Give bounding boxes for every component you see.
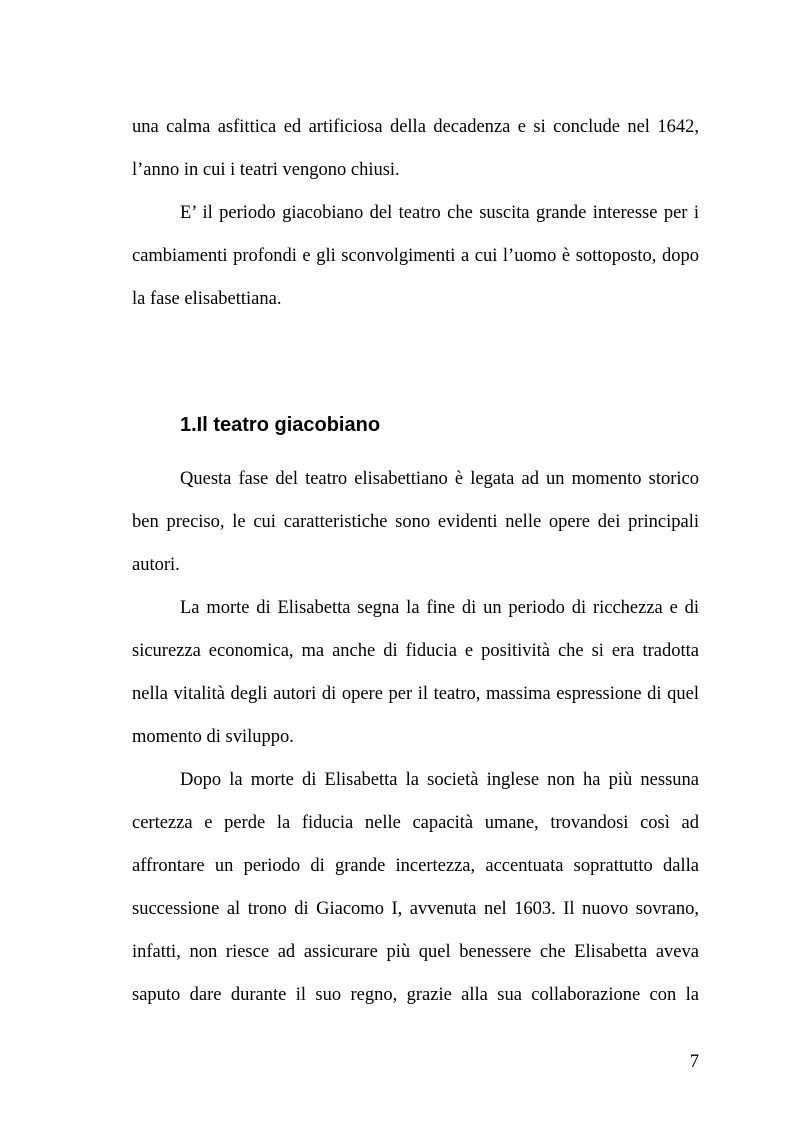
body-text-line: successione al trono di Giacomo I, avvenuta nel 1603. Il nuovo sovrano, — [132, 899, 699, 919]
body-text-line: E’ il periodo giacobiano del teatro che suscita grande interesse per i — [180, 203, 699, 223]
body-text-line: la fase elisabettiana. — [132, 289, 282, 309]
body-text-line: La morte di Elisabetta segna la fine di un periodo di ricchezza e di — [180, 598, 699, 618]
body-text-line: affrontare un periodo di grande incertezza, accentuata soprattutto dalla — [132, 856, 699, 876]
body-text-line: momento di sviluppo. — [132, 727, 294, 747]
body-text-line: Dopo la morte di Elisabetta la società inglese non ha più nessuna — [180, 770, 699, 790]
body-text-line: cambiamenti profondi e gli sconvolgimenti a cui l’uomo è sottoposto, dopo — [132, 246, 699, 266]
page-number: 7 — [689, 1052, 699, 1072]
section-heading: 1.Il teatro giacobiano — [180, 414, 381, 436]
body-text-line: autori. — [132, 555, 180, 575]
body-text-line: l’anno in cui i teatri vengono chiusi. — [132, 160, 400, 180]
body-text-line: una calma asfittica ed artificiosa della decadenza e si conclude nel 1642, — [132, 117, 699, 137]
body-text-line: certezza e perde la fiducia nelle capacità umane, trovandosi così ad — [132, 813, 699, 833]
body-text-line: ben preciso, le cui caratteristiche sono evidenti nelle opere dei principali — [132, 512, 699, 532]
body-text-line: infatti, non riesce ad assicurare più quel benessere che Elisabetta aveva — [132, 942, 699, 962]
body-text-line: sicurezza economica, ma anche di fiducia e positività che si era tradotta — [132, 641, 699, 661]
body-text-line: Questa fase del teatro elisabettiano è legata ad un momento storico — [180, 469, 699, 489]
body-text-line: saputo dare durante il suo regno, grazie alla sua collaborazione con la — [132, 985, 699, 1005]
body-text-line: nella vitalità degli autori di opere per il teatro, massima espressione di quel — [132, 684, 699, 704]
